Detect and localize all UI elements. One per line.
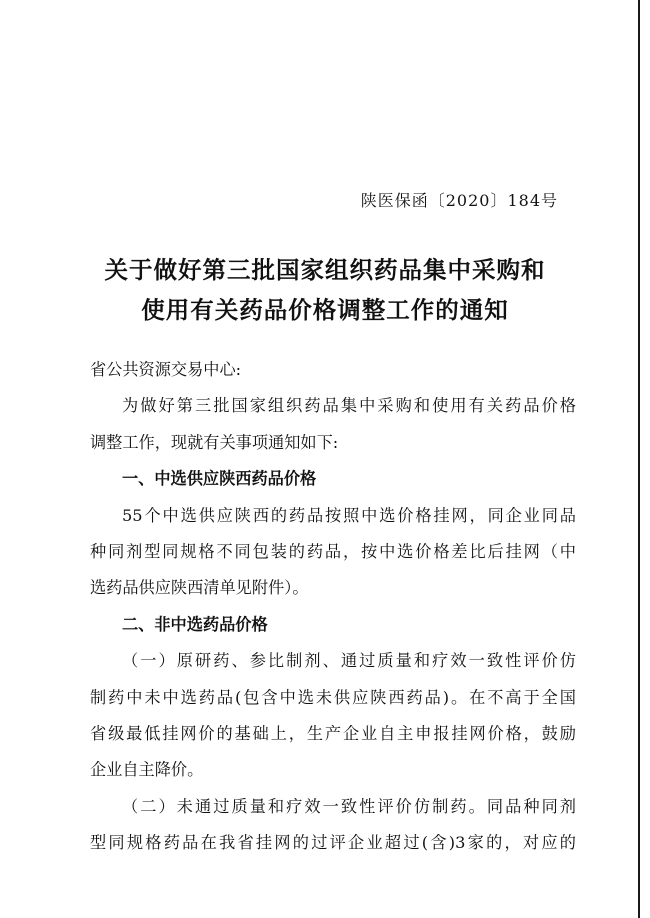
section2-paragraph-1 — [90, 643, 576, 789]
section2-p1-line-1: （一）原研药、参比制剂、通过质量和疗效一致性评价仿 — [122, 651, 576, 671]
document-body — [90, 352, 576, 862]
title-line-1: 关于做好第三批国家组织药品集中采购和 — [104, 256, 546, 284]
section1-heading: 一、中选供应陕西药品价格 — [122, 469, 317, 489]
section2-p2-line-2: 型同规格药品在我省挂网的过评企业超过(含)3家的，对应的 — [90, 833, 576, 853]
section1-line-1: 55个中选供应陕西的药品按照中选价格挂网，同企业同品 — [122, 505, 576, 525]
document-number: 陕医保函〔2020〕184号 — [360, 191, 558, 210]
title-line-2: 使用有关药品价格调整工作的通知 — [141, 296, 509, 324]
section2-p1-line-2: 制药中未中选药品(包含中选未供应陕西药品)。在不高于全国 — [90, 687, 576, 707]
section2-p1-line-3: 省级最低挂网价的基础上，生产企业自主申报挂网价格，鼓励 — [90, 724, 576, 744]
intro-line-1: 为做好第三批国家组织药品集中采购和使用有关药品价格 — [122, 396, 576, 416]
salutation: 省公共资源交易中心: — [90, 360, 242, 379]
section2-heading: 二、非中选药品价格 — [122, 614, 268, 634]
section2-p2-line-1: （二）未通过质量和疗效一致性评价仿制药。同品种同剂 — [122, 796, 576, 816]
intro-paragraph — [90, 388, 576, 461]
section2-p1-line-4: 企业自主降价。 — [90, 760, 204, 780]
section1-paragraph — [90, 498, 576, 607]
intro-line-2: 调整工作，现就有关事项通知如下: — [90, 432, 339, 452]
section1-line-3: 选药品供应陕西清单见附件）。 — [90, 578, 309, 598]
page-edge-line — [638, 0, 640, 918]
section2-paragraph-2 — [90, 789, 576, 862]
section1-line-2: 种同剂型同规格不同包装的药品，按中选价格差比后挂网（中 — [90, 542, 576, 562]
document-title — [0, 250, 650, 330]
